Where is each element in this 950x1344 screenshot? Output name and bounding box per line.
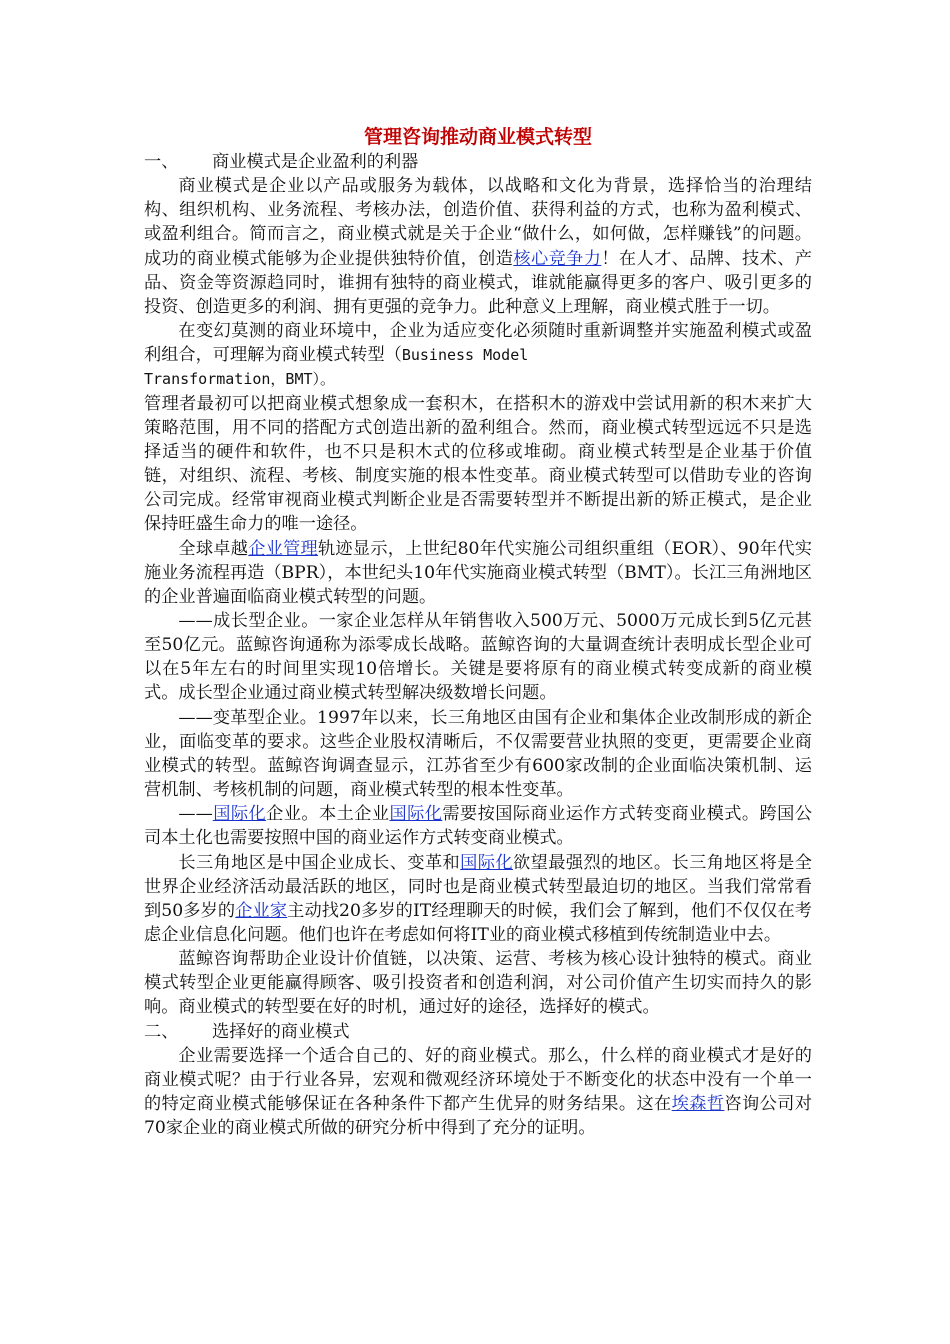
- text-run-english: Transformation，BMT）。: [144, 370, 336, 389]
- link-internationalization[interactable]: 国际化: [212, 804, 267, 825]
- paragraph-3: 管理者最初可以把商业模式想象成一套积木，在搭积木的游戏中尝试用新的积木来扩大策略范围，用不同的搭配方式创造出新的盈利组合。然而，商业模式转型远远不只是选择适当的硬件和软件，也不只是积木式的位移或堆砌。商业模式转型是企业基于价值链，对组织、流程、考核、制度实施的根本性变革。商业模式转型可以借助专业的咨询公司完成。经常审视商业模式判断企业是否需要转型并不断提出新的矫正模式，是企业保持旺盛生命力的唯一途径。: [144, 393, 812, 535]
- paragraph-5: ——成长型企业。一家企业怎样从年销售收入500万元、5000万元成长到5亿元甚至50亿元。蓝鲸咨询通称为添零成长战略。蓝鲸咨询的大量调查统计表明成长型企业可以在5年左右的时间里实现10倍增长。关键是要将原有的商业模式转变成新的商业模式。成长型企业通过商业模式转型解决级数增长问题。: [144, 610, 812, 704]
- section-number: 二、: [144, 1021, 179, 1042]
- text-run: ——: [178, 804, 213, 825]
- section-number: 一、: [144, 152, 179, 172]
- text-run: 商业模式是企业以产品或服务为载体，以战略和文化为背景，选择恰当的治理结构、组织机构、业务流程、考核办法，创造价值、获得利益的方式，也称为盈利模式、或盈利组合。简而言之，商业模式就是关于企业“做什么，如何做，怎样赚钱”的问题。成功的商业模式能够为企业提供独特价值，创造: [144, 176, 812, 269]
- text-run: ！在人才、品牌、技术、产品、资金等资源趋同时，谁拥有独特的商业模式，谁就能赢得更多的客户、吸引更多的投资、创造更多的利润、拥有更强的竞争力。此种意义上理解，商业模式胜于一切。: [144, 248, 812, 317]
- text-run: 主动找20多岁的IT经理聊天的时候，我们会了解到，他们不仅仅在考虑企业信息化问题。他们也许在考虑如何将IT业的商业模式移植到传统制造业中去。: [144, 900, 812, 945]
- section-heading-1: [144, 150, 812, 174]
- document-title: 管理咨询推动商业模式转型: [363, 126, 592, 148]
- link-accenture[interactable]: 埃森哲: [671, 1094, 725, 1115]
- text-run: 咨询公司对70家企业的商业模式所做的研究分析中得到了充分的证明。: [144, 1094, 812, 1139]
- text-run: 长三角地区是中国企业成长、变革和: [178, 852, 461, 873]
- paragraph-7: [144, 802, 812, 850]
- section-label: 选择好的商业模式: [212, 1021, 350, 1042]
- link-entrepreneur[interactable]: 企业家: [235, 900, 288, 921]
- document-page: [144, 118, 812, 1140]
- text-run: 企业。本土企业: [266, 804, 390, 825]
- text-run: 欲望最强烈的地区。长三角地区将是全世界企业经济活动最活跃的地区，同时也是商业模式转型最迫切的地区。当我们常常看到50多岁的: [144, 852, 812, 921]
- link-internationalization[interactable]: 国际化: [389, 804, 443, 825]
- text-run: 全球卓越: [178, 538, 249, 559]
- section-label: 商业模式是企业盈利的利器: [212, 152, 419, 172]
- text-run-english: Business Model: [401, 346, 529, 365]
- text-run: 轨迹显示，上世纪80年代实施公司组织重组（EOR）、90年代实施业务流程再造（BPR），本世纪头10年代实施商业模式转型（BMT）。长江三角洲地区的企业普遍面临商业模式转型的问题。: [144, 538, 812, 607]
- link-enterprise-management[interactable]: 企业管理: [248, 538, 318, 559]
- paragraph-6: ——变革型企业。1997年以来，长三角地区由国有企业和集体企业改制形成的新企业，面临变革的要求。这些企业股权清晰后，不仅需要营业执照的变更，更需要企业商业模式的转型。蓝鲸咨询调查显示，江苏省至少有600家改制的企业面临决策机制、运营机制、考核机制的问题，商业模式转型的根本性变革。: [144, 707, 812, 801]
- paragraph-8: [144, 851, 812, 948]
- text-run: 企业需要选择一个适合自己的、好的商业模式。那么，什么样的商业模式才是好的商业模式呢？由于行业各异，宏观和微观经济环境处于不断变化的状态中没有一个单一的特定商业模式能够保证在各种条件下都产生优异的财务结果。这在: [144, 1045, 812, 1115]
- paragraph-4: [144, 537, 812, 609]
- paragraph-9: 蓝鲸咨询帮助企业设计价值链，以决策、运营、考核为核心设计独特的模式。商业模式转型企业更能赢得顾客、吸引投资者和创造利润，对公司价值产生切实而持久的影响。商业模式的转型要在好的时机，通过好的途径，选择好的模式。: [144, 949, 812, 1018]
- text-run: 在变幻莫测的商业环境中，企业为适应变化必须随时重新调整并实施盈利模式或盈利组合，可理解为商业模式转型（: [144, 321, 812, 366]
- text-run: 需要按国际商业运作方式转变商业模式。跨国公司本土化也需要按照中国的商业运作方式转变商业模式。: [144, 804, 812, 849]
- paragraph-1: [144, 174, 812, 319]
- link-internationalization[interactable]: 国际化: [460, 852, 514, 873]
- paragraph-2-cont: [144, 367, 812, 391]
- section-heading-2: [144, 1020, 812, 1044]
- link-core-competitiveness[interactable]: 核心竞争力: [513, 248, 602, 269]
- paragraph-2: [144, 319, 812, 367]
- paragraph-10: [144, 1044, 812, 1141]
